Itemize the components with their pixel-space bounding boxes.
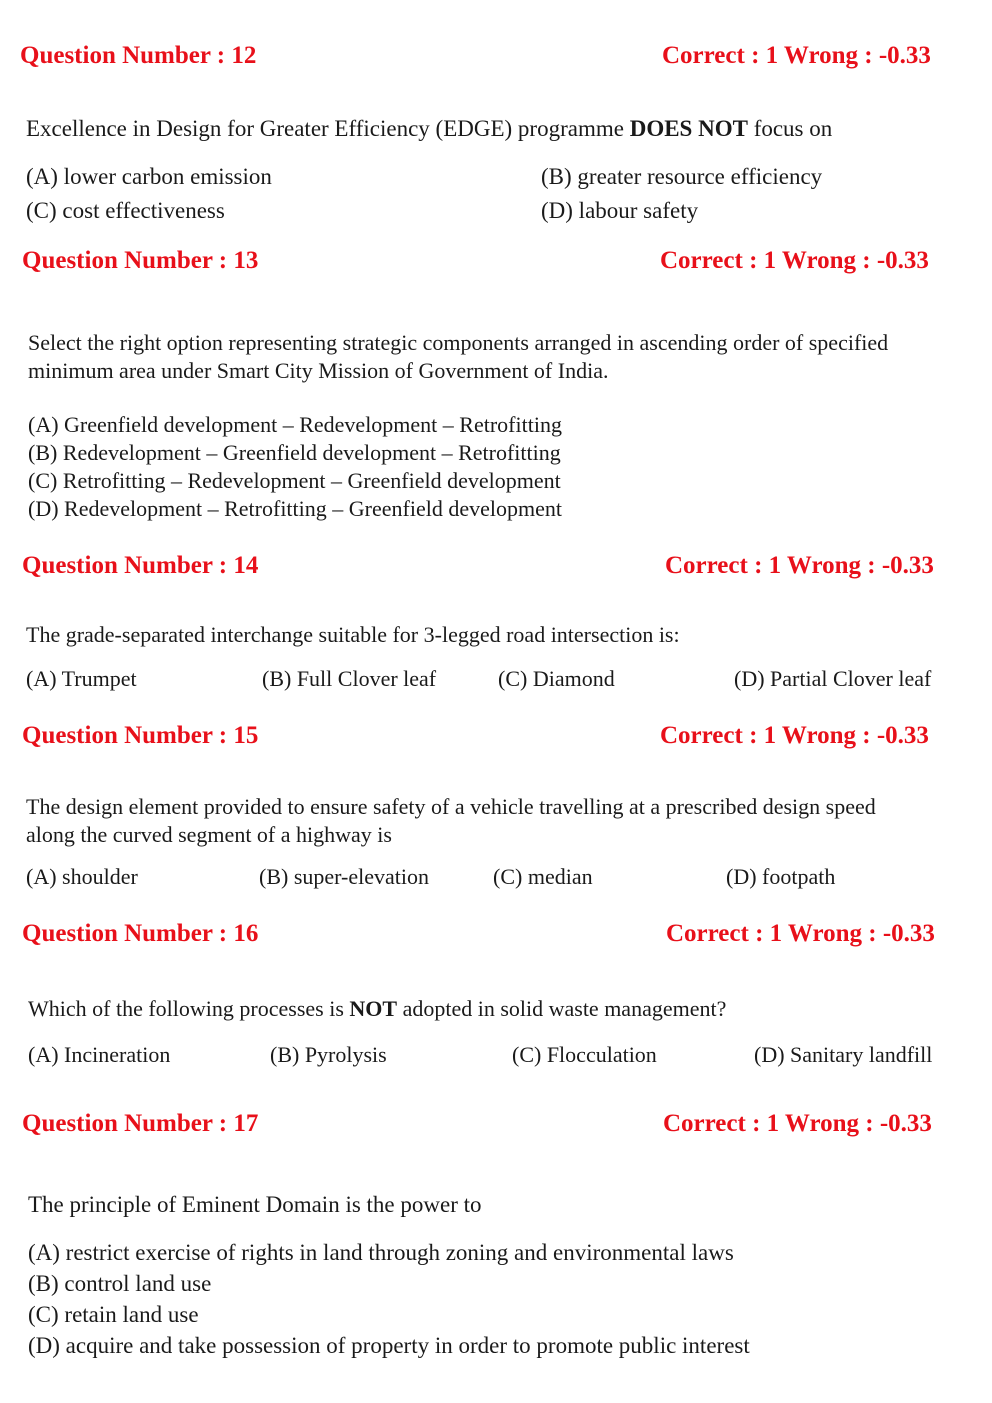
marks-label: Correct : 1 Wrong : -0.33 [662, 42, 931, 69]
option-c: (C) retain land use [28, 1302, 199, 1327]
question-stem: minimum area under Smart City Mission of Government of India. [28, 358, 609, 383]
option-b: (B) greater resource efficiency [541, 164, 823, 189]
question-stem: The design element provided to ensure safety of a vehicle travelling at a prescribed design speed [26, 794, 876, 819]
question-number-label: Question Number : 16 [22, 920, 259, 947]
option-d: (D) Partial Clover leaf [734, 666, 932, 691]
option-d: (D) footpath [726, 864, 836, 889]
option-a: (A) Incineration [28, 1042, 171, 1067]
stem-text: adopted in solid waste management? [397, 996, 727, 1021]
marks-label: Correct : 1 Wrong : -0.33 [663, 1110, 932, 1137]
option-d: (D) acquire and take possession of property in order to promote public interest [28, 1333, 750, 1358]
question-number-label: Question Number : 14 [22, 552, 259, 579]
question-stem: The principle of Eminent Domain is the power to [28, 1192, 482, 1217]
question-stem [28, 996, 726, 1022]
option-c: (C) cost effectiveness [26, 198, 225, 223]
marks-label: Correct : 1 Wrong : -0.33 [660, 722, 929, 749]
option-a: (A) Greenfield development – Redevelopment – Retrofitting [28, 412, 562, 437]
question-number-label: Question Number : 12 [20, 42, 257, 69]
question-number-label: Question Number : 13 [22, 247, 259, 274]
option-d: (D) Redevelopment – Retrofitting – Greenfield development [28, 496, 562, 521]
marks-label: Correct : 1 Wrong : -0.33 [660, 247, 929, 274]
option-c: (C) Flocculation [512, 1042, 657, 1067]
stem-emphasis: DOES NOT [629, 116, 748, 141]
option-b: (B) super-elevation [259, 864, 429, 889]
option-a: (A) Trumpet [26, 666, 137, 691]
option-c: (C) median [493, 864, 593, 889]
option-b: (B) control land use [28, 1271, 212, 1296]
option-d: (D) Sanitary landfill [754, 1042, 933, 1067]
option-b: (B) Pyrolysis [270, 1042, 387, 1067]
option-a: (A) shoulder [26, 864, 138, 889]
question-number-label: Question Number : 15 [22, 722, 259, 749]
stem-text: Which of the following processes is [28, 996, 350, 1021]
option-c: (C) Retrofitting – Redevelopment – Greenfield development [28, 468, 561, 493]
question-stem [26, 116, 832, 142]
marks-label: Correct : 1 Wrong : -0.33 [665, 552, 934, 579]
question-number-label: Question Number : 17 [22, 1110, 259, 1137]
stem-emphasis: NOT [349, 996, 398, 1021]
option-b: (B) Redevelopment – Greenfield development – Retrofitting [28, 440, 561, 465]
question-stem: along the curved segment of a highway is [26, 822, 392, 847]
stem-text: Excellence in Design for Greater Efficiency (EDGE) programme [26, 116, 630, 141]
stem-text: focus on [747, 116, 833, 141]
option-c: (C) Diamond [498, 666, 615, 691]
option-b: (B) Full Clover leaf [262, 666, 437, 691]
option-d: (D) labour safety [541, 198, 699, 223]
question-stem: Select the right option representing strategic components arranged in ascending order of specified [28, 330, 889, 355]
option-a: (A) lower carbon emission [26, 164, 272, 189]
option-a: (A) restrict exercise of rights in land through zoning and environmental laws [28, 1240, 734, 1265]
marks-label: Correct : 1 Wrong : -0.33 [666, 920, 935, 947]
question-stem: The grade-separated interchange suitable for 3-legged road intersection is: [26, 622, 680, 647]
